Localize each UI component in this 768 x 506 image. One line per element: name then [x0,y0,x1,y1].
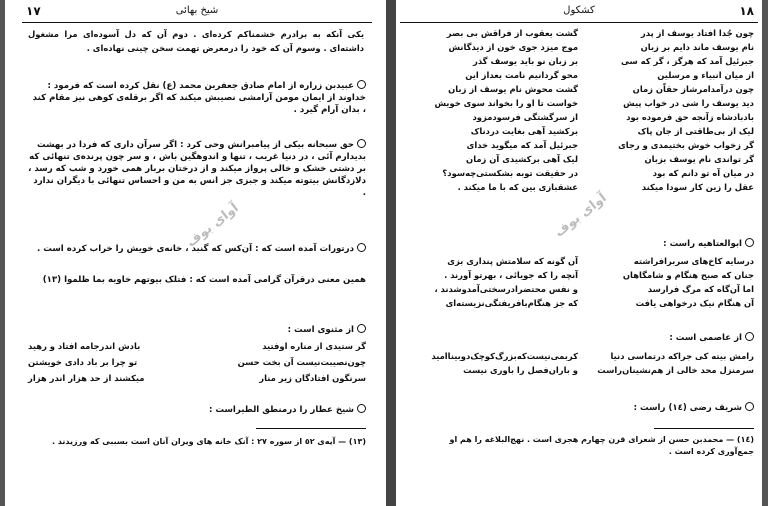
verse-line: عشقبازی بین که با ما میکند . [457,182,578,192]
paragraph: همین معنی درقرآن گرامی آمده است که : فتلک بیوتهم خاویه بما ظلموا (١٣) [42,275,366,285]
verse-line: گشت یعقوب از فراقش بی بصر [446,28,578,38]
verse-line: جبرئیل آمد که هرگز ، گر که سی [621,56,754,66]
bullet-icon [357,80,366,89]
poem-column-right [586,26,754,194]
section-heading [663,238,754,250]
verse-left-3: میکشند از حد هزار اندر هزار [28,373,145,383]
bullet-icon [745,332,754,341]
heading-text: از مثنوی است : [287,325,354,335]
verse-line: کربمی‌نیست‌که‌بزرگ‌کوچک‌دوبیناامید [431,351,578,361]
watermark: آوای بوف [551,190,610,241]
bullet-icon [357,404,366,413]
section-heading [669,332,754,344]
verse-line: چون درآمدامرشاز حقاّن زمان [632,84,754,94]
bullet-icon [357,243,366,252]
bullet-icon [745,238,754,247]
verse-line: موج میزد جوی خون از دیدگانش [448,42,578,52]
verse-line: لیک آهی برکشیدی آن زمان [466,154,578,164]
item-text: درتورات آمده است که : آن‌کس که گنبد ، خانه‌ی خویش را خراب کرده است . [37,244,354,254]
verse-line: و باران‌فصل را باوری نیست [463,365,578,375]
verse-left-1: بادش اندرجامه افتاد و رهید [28,341,141,351]
right-page [400,0,758,506]
verse-line: برکشید آهی بغایت دردناک [470,126,578,136]
verse-line: بر زبان نو باید یوسف گذر [473,56,578,66]
verse-left-2: تو چرا بر باد دادی خویشتن [28,357,138,367]
verse-line: از سرگشتگی فرسودمزود [472,112,578,122]
list-item [28,139,366,199]
paragraph: یکی آنکه به برادرم خشمناکم کرده‌ای . دوم آن که دل آسوده‌ای مرا مشغول داشته‌ای . وسوم آن که خود را درمعرض تهمت سخن چینی نهاده‌ای . [28,29,364,53]
verse-line: باد‌بادشاه زآنجه حق فرموده بود [626,112,754,122]
verse-line: درسایه کاخ‌های سربرافراشته [633,256,754,266]
verse-line: از میان انبیاء و مرسلین [657,70,754,80]
poem-column-left [420,254,578,310]
verse-line: جبرئیل آمد که میگوید خدای [466,140,578,150]
heading-text: شیخ عطار را درمنطق الطیراست : [208,405,354,415]
verse-line: عقل را زین کار سودا میکند [641,182,754,192]
bullet-icon [357,324,366,333]
heading-text: شریف رضی (١٤) راست : [633,403,742,413]
verse-line: نام یوسف ماند دایم بر زبان [640,42,754,52]
page-header [400,4,758,23]
book-spine-gutter [386,0,396,506]
header-title: شیخ بهائی [175,5,219,16]
verse-line: خواست تا او را بخواند سوی خویش [434,98,578,108]
verse-right-2: چون‌نصیبت‌نیست آن بخت حسن [237,357,366,367]
verse-line: چون جُدا افتاد یوسف از پدر [640,28,754,38]
watermark: آوای بوف [183,200,242,251]
footnote: (١٣) — آیه‌ی ٥٢ از سوره ٢٧ : آنک خانه های ویران آنان است بسببی که ورزیدند . [51,437,366,446]
list-item [28,80,366,116]
header-title: کشکول [563,5,595,16]
bullet-icon [745,402,754,411]
footnote-rule [654,428,754,429]
verse-line: که جز هنگام‌بافریفتگی‌نزیسته‌ای [445,298,578,308]
verse-line: و نفس محتضر‌ادرسختی‌آمدوشدند ، [434,284,578,294]
verse-line: رامش بیته کی جراکه درتماسی دنیا [610,351,754,361]
verse-line: در میان آه تو دانم که بود [652,168,754,178]
verse-line: لیک از بی‌طاقتی از جان پاک [637,126,754,136]
verse-right-3: سرنگون افتادگان زیر منار [259,373,366,383]
poem-column-left [420,26,578,194]
verse-right-1: گر ستیدی از مناره اوفتید [262,341,366,351]
poem-column-right [590,349,754,377]
verse-line: گشت محوش نام یوسف از زبان [448,84,578,94]
verse-line: آن هنگام نیک درخواهی یافت [635,298,754,308]
verse-line: گر زخواب خوش بختیمدی و رجای [618,140,754,150]
verse-line: اما آن‌گاه که مرگ فرارسد [647,284,754,294]
scan-right-edge [762,0,768,506]
verse-line: محو گردانیم نامت بعداز این [465,70,578,80]
item-text: عبیدبن زراره از امام صادق جعفربن محمد (ع) نقل کرده است که فرمود : خداوند از ایمان مومن آرامشی نصیبش میکند که اگر برقله‌ی کوهی نیز مقام کند ، بدان آرام گیرد . [32,81,366,115]
verse-line: گر تواندی نام یوسف بزبان [644,154,754,164]
section-heading [634,402,754,414]
verse-line: آنچه را که جویائی ، بهرتو آورند . [444,270,578,280]
verse-line: در حقیقت توبه بشکستی‌چه‌سود؟ [442,168,578,178]
section-heading [209,404,366,416]
poem-column-left [420,349,578,377]
footnote-rule [256,428,366,429]
left-page [22,0,372,506]
scan-left-edge [0,0,5,506]
section-heading [288,324,366,336]
heading-text: ابوالعتاهیه راست : [663,239,742,249]
page-number: ١٨ [739,4,754,18]
poem-column-right [590,254,754,310]
bullet-icon [357,139,366,148]
verse-line: جنان که صبح هنگام و شامگاهان [622,270,754,280]
page-header [22,4,372,23]
verse-line: دید یوسف را شی در خواب پیش [623,98,754,108]
verse-line: سرمنزل محد خالی از هم‌نشینان‌راست [597,365,754,375]
page-number: ١٧ [26,4,41,18]
footnote: (١٤) — محمدبن حسن از شعرای قرن چهارم هجری است . نهج‌البلاغه را هم او جمع‌آوری کرده است . [449,435,754,456]
verse-line: آن گونه که سلامتش پنداری بزی [447,256,578,266]
item-text: حق سبحانه بیکی از پیامبرانش وحی کرد : اگر سرآن داری که فردا در بهشت بدیدارم آئی ، در دنیا غریب ، تنها و اندوهگین باش ، و سر چون پرنده‌ی تنهائی که بر دشتی خشک و خالی پرواز میکند و از درختان بربار همی خورد و شب که رسد ، دلازدگانش بیتوته میکند و جبزی جز انس به من و احساس تنهائی با دیگران ندارد . [28,140,366,198]
heading-text: از عاصمی است : [669,333,742,343]
